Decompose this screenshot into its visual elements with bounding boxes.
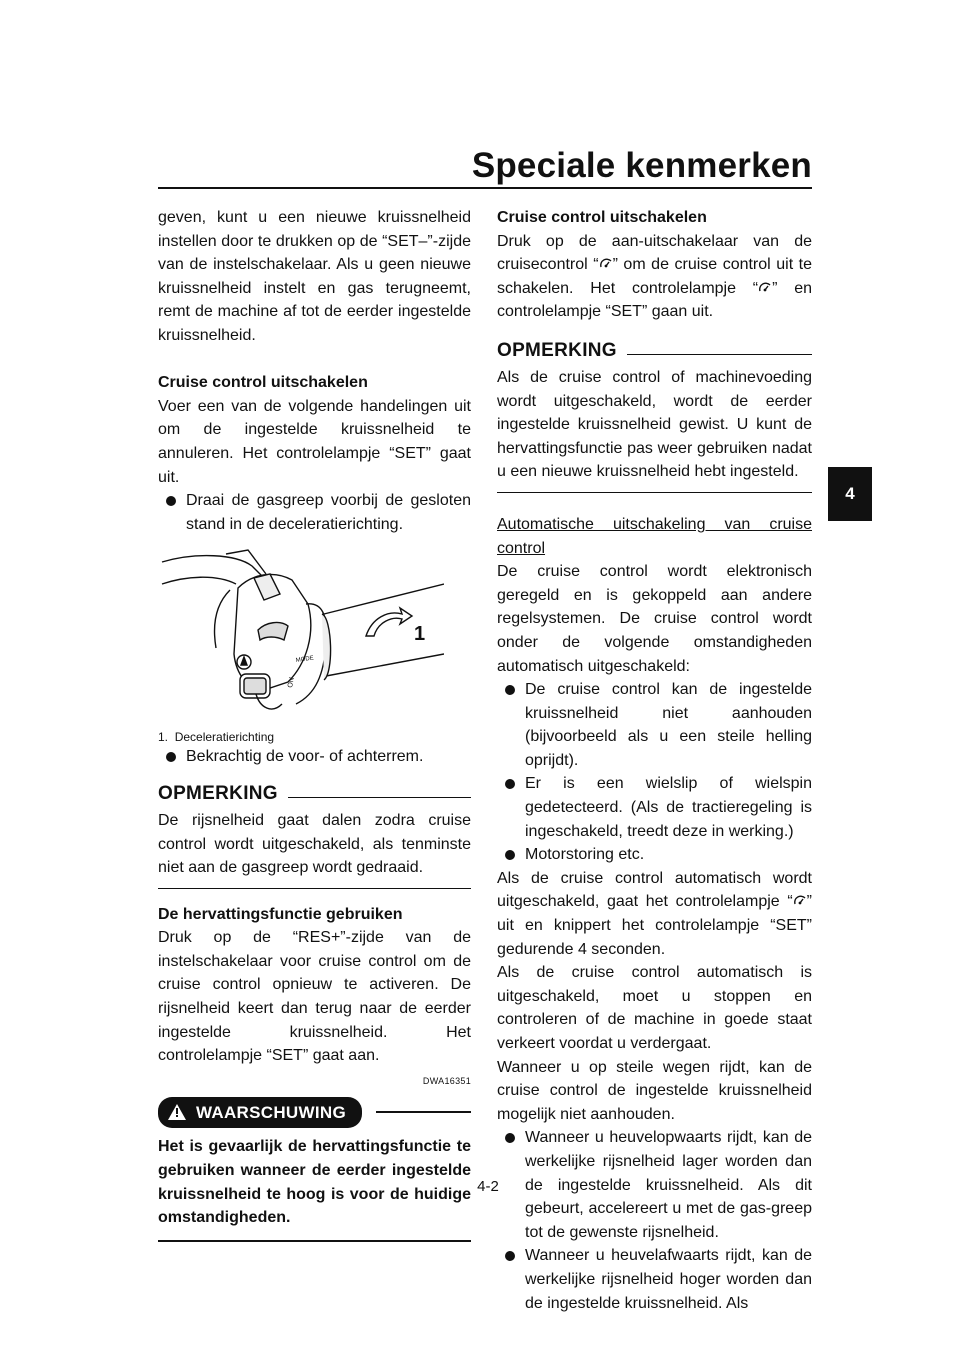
section-heading-cruise-off: Cruise control uitschakelen [158, 374, 368, 392]
right-column [497, 206, 812, 1315]
figure-caption: 1. Deceleratierichting [158, 730, 275, 745]
section-paragraph-resume: Druk op de “RES+”-zijde van de instelschakelaar voor cruise control om de cruise control opnieuw te activeren. De rijsnelheid keert dan terug naar de eerder ingestelde kruissnelheid. Het controlelampje “SET” gaat aan. [158, 929, 471, 1065]
bullet-icon [166, 496, 176, 506]
bullet-icon [505, 685, 515, 695]
page-title: Speciale kenmerken [471, 146, 812, 185]
cruise-control-icon [793, 894, 807, 908]
list-item: Bekrachtig de voor- of achterrem. [186, 745, 471, 769]
note-box [158, 809, 471, 889]
note-text: De rijsnelheid gaat dalen zodra cruise control wordt uitgeschakeld, als tenminste niet aan de gasgreep wordt gedraaid. [158, 811, 471, 877]
bullet-list [497, 678, 812, 867]
list-item: Wanneer u heuvelafwaarts rijdt, kan de werkelijke rijsnelheid hoger worden dan de ingestelde kruissnelheid. Als [525, 1244, 812, 1315]
intro-paragraph: geven, kunt u een nieuwe kruissnelheid instellen door te drukken op de “SET–”-zijde van de instelschakelaar. Als u geen nieuwe kruissnelheid instelt en gas terugneemt, remt de machine af tot de eerder ingestelde kruissnelheid. [158, 209, 471, 344]
bullet-list [497, 1126, 812, 1315]
section-paragraph-cruise-switch-off: Druk op de aan-uitschakelaar van de cruisecontrol “ ” om de cruise control uit te schakelen. Het controlelampje “ ” en controlelampje “SET” gaan uit. [497, 232, 812, 321]
list-item: Motorstoring etc. [525, 843, 812, 867]
bullet-icon [166, 752, 176, 762]
bullet-icon [505, 779, 515, 789]
bullet-icon [505, 1133, 515, 1143]
bullet-icon [505, 850, 515, 860]
auto-off-paragraph-3: Als de cruise control automatisch is uitgeschakeld, moet u stoppen en controleren of de machine in goede staat verkeert voordat u verdergaat. [497, 964, 812, 1052]
subsection-heading-auto-off: Automatische uitschakeling van cruise control [497, 515, 812, 557]
page-number: 4-2 [477, 1178, 499, 1195]
list-item: Er is een wielslip of wielspin gedetecteerd. (Als de tractieregeling is ingeschakeld, treedt deze in werking.) [525, 772, 812, 843]
bullet-list [158, 489, 471, 536]
auto-off-paragraph-2: Als de cruise control automatisch wordt uitgeschakeld, gaat het controlelampje “ ” uit en knippert het controlelampje “SET” gedurende 4 seconden. [497, 869, 812, 958]
svg-text:MODE: MODE [295, 655, 315, 665]
warning-badge: WAARSCHUWING [158, 1097, 362, 1129]
chapter-tab: 4 [828, 467, 872, 521]
warning-header [158, 1095, 471, 1129]
auto-off-paragraph: De cruise control wordt elektronisch geregeld en is gekoppeld aan andere regelsystemen. De cruise control wordt onder de volgende omstandigheden automatisch uitgeschakeld: [497, 563, 812, 675]
list-item: Wanneer u heuvelopwaarts rijdt, kan de werkelijke rijsnelheid lager worden dan de ingestelde kruissnelheid. Als dit gebeurt, accelereert u met de gas-greep tot de gewenste rijsnelheid. [525, 1126, 812, 1244]
note-heading: OPMERKING [158, 783, 278, 805]
bullet-list [158, 745, 471, 769]
note-header [497, 336, 812, 366]
cruise-control-icon [599, 257, 613, 271]
note-box [497, 366, 812, 493]
figure-callout: 1 [414, 623, 426, 646]
warning-triangle-icon [168, 1104, 186, 1120]
section-heading-cruise-switch-off: Cruise control uitschakelen [497, 209, 707, 226]
section-heading-resume: De hervattingsfunctie gebruiken [158, 905, 403, 923]
svg-text:ON: ON [287, 677, 296, 689]
auto-off-paragraph-4: Wanneer u op steile wegen rijdt, kan de cruise control de ingestelde kruissnelheid mogelijk niet aanhouden. [497, 1058, 812, 1123]
warning-text: Het is gevaarlijk de hervattingsfunctie te gebruiken wanneer de eerder ingestelde kruissnelheid te hoog is voor de huidige omstandigheden. [158, 1135, 471, 1241]
handlebar-switch-figure [156, 544, 444, 729]
section-paragraph-cruise-off: Voer een van de volgende handelingen uit om de ingestelde kruissnelheid te annuleren. Het controlelampje “SET” gaat uit. [158, 397, 471, 486]
note-text: Als de cruise control of machinevoeding wordt uitgeschakeld, wordt de eerder ingestelde kruissnelheid gewist. U kunt de hervattingsfunctie pas weer gebruiken nadat u een nieuwe kruissnelheid hebt ingesteld. [497, 368, 812, 481]
bullet-icon [505, 1251, 515, 1261]
list-item: De cruise control kan de ingestelde kruissnelheid niet aanhouden (bijvoorbeeld als u een steile helling oprijdt). [525, 678, 812, 772]
warning-code: DWA16351 [422, 1075, 471, 1086]
list-item: Draai de gasgreep voorbij de gesloten stand in de deceleratierichting. [186, 489, 471, 536]
note-heading: OPMERKING [497, 340, 617, 362]
handlebar-switch-illustration [156, 544, 444, 729]
cruise-control-icon [758, 281, 772, 295]
left-column [158, 206, 471, 1242]
deceleration-arrow-icon [366, 608, 412, 636]
note-header [158, 779, 471, 809]
title-divider [158, 187, 812, 189]
